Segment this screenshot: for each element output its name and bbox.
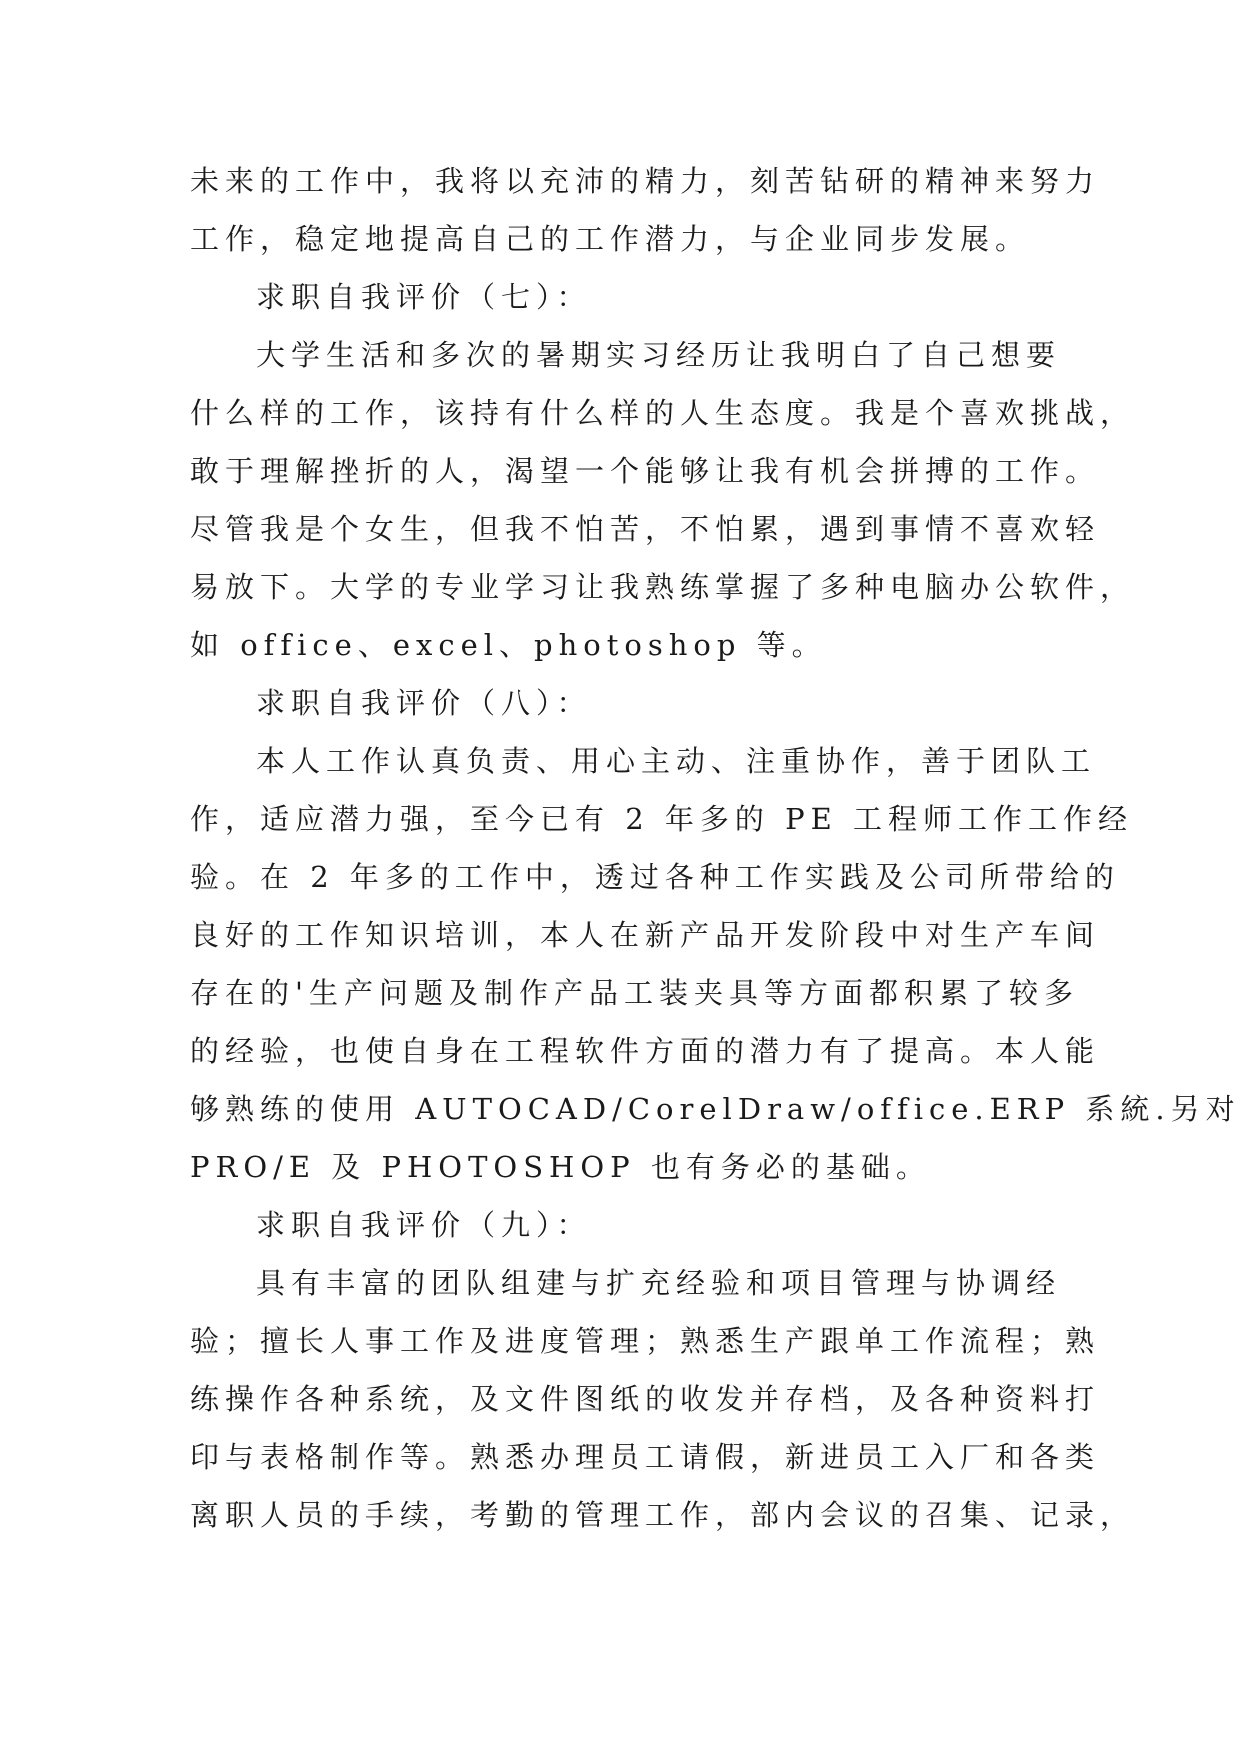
text-line: 什么样的工作，该持有什么样的人生态度。我是个喜欢挑战， [190, 396, 1136, 430]
text-line: 尽管我是个女生，但我不怕苦，不怕累，遇到事情不喜欢轻 [190, 512, 1101, 546]
text-line: 大学生活和多次的暑期实习经历让我明白了自己想要 [256, 338, 1062, 372]
section-heading: 求职自我评价（七）： [256, 280, 592, 314]
document-body [190, 152, 1241, 1544]
section-heading: 求职自我评价（九）： [256, 1208, 592, 1242]
text-line: 敢于理解挫折的人，渴望一个能够让我有机会拼搏的工作。 [190, 454, 1101, 488]
text-line: 存在的'生产问题及制作产品工装夹具等方面都积累了较多 [190, 976, 1079, 1010]
section-heading: 求职自我评价（八）： [256, 686, 592, 720]
text-line: 良好的工作知识培训，本人在新产品开发阶段中对生产车间 [190, 918, 1101, 952]
text-line: 易放下。大学的专业学习让我熟练掌握了多种电脑办公软件， [190, 570, 1136, 604]
text-line: 工作，稳定地提高自己的工作潜力，与企业同步发展。 [190, 222, 1031, 256]
text-line: 作，适应潜力强，至今已有 2 年多的 PE 工程师工作工作经 [190, 802, 1134, 836]
text-line: 未来的工作中，我将以充沛的精力，刻苦钻研的精神来努力 [190, 164, 1101, 198]
text-line: 验；擅长人事工作及进度管理；熟悉生产跟单工作流程；熟 [190, 1324, 1101, 1358]
text-line: 的经验，也使自身在工程软件方面的潜力有了提高。本人能 [190, 1034, 1101, 1068]
text-line: 够熟练的使用 AUTOCAD/CorelDraw/office.ERP 系統.另对 [190, 1092, 1241, 1126]
text-line: 离职人员的手续，考勤的管理工作，部内会议的召集、记录， [190, 1498, 1136, 1532]
text-line: 如 office、excel、photoshop 等。 [190, 628, 827, 662]
text-line: 练操作各种系统，及文件图纸的收发并存档，及各种资料打 [190, 1382, 1101, 1416]
text-line: 验。在 2 年多的工作中，透过各种工作实践及公司所带给的 [190, 860, 1120, 894]
text-line: PRO/E 及 PHOTOSHOP 也有务必的基础。 [190, 1150, 931, 1184]
text-line: 具有丰富的团队组建与扩充经验和项目管理与协调经 [256, 1266, 1062, 1300]
text-line: 印与表格制作等。熟悉办理员工请假，新进员工入厂和各类 [190, 1440, 1101, 1474]
text-line: 本人工作认真负责、用心主动、注重协作，善于团队工 [256, 744, 1097, 778]
